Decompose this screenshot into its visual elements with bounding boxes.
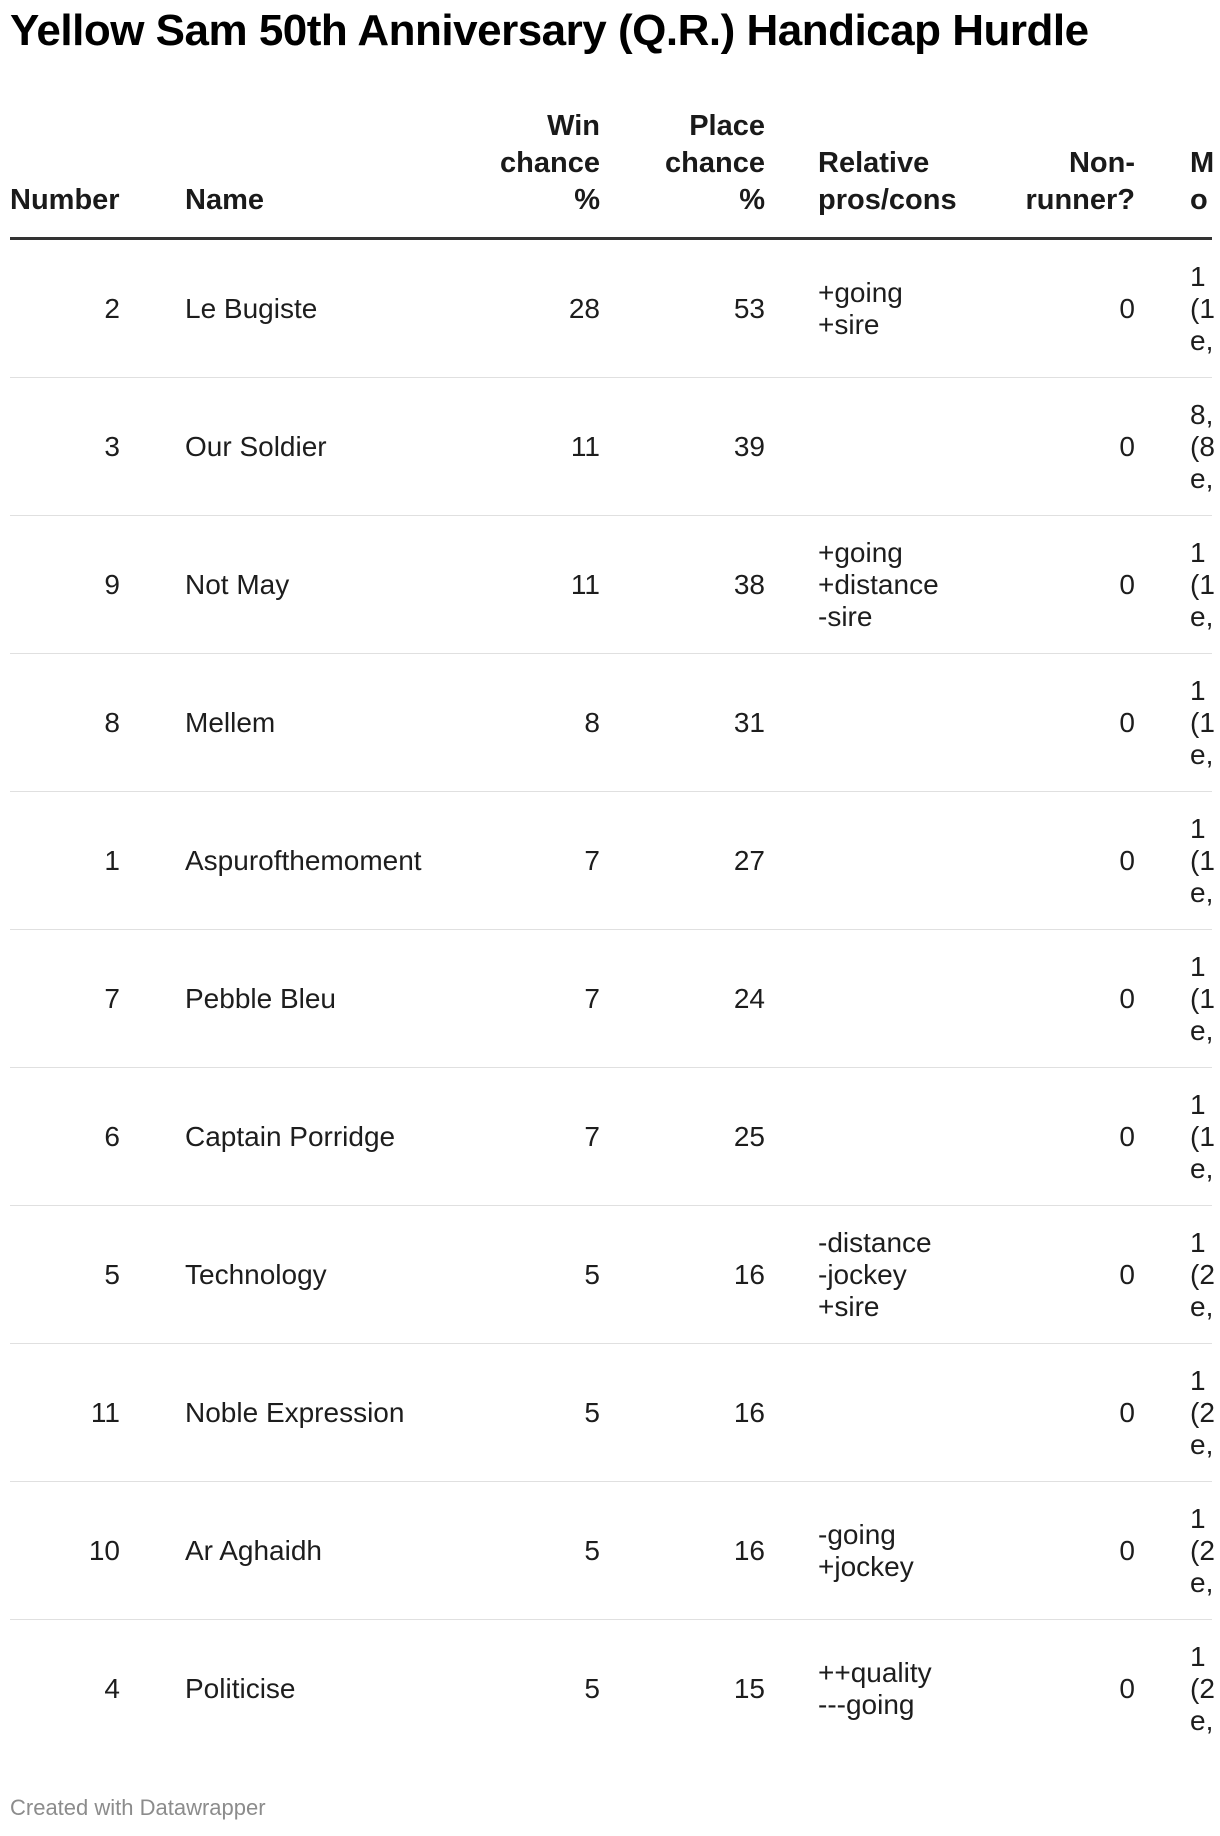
cell-name: Not May xyxy=(185,569,290,600)
cell-number: 3 xyxy=(104,431,120,462)
cell-odds: 1 (1 e, xyxy=(1190,675,1215,770)
cell-odds: 1 (1 e, xyxy=(1190,813,1215,908)
cell-win-chance: 7 xyxy=(584,983,600,1014)
cell-proscons: -distance -jockey +sire xyxy=(818,1227,932,1322)
cell-proscons xyxy=(818,792,988,930)
table-row xyxy=(10,654,1215,792)
cell-nonrunner: 0 xyxy=(1119,1259,1135,1290)
cell-proscons: ++quality ---going xyxy=(818,1657,932,1720)
cell-nonrunner: 0 xyxy=(1119,293,1135,324)
cell-name: Mellem xyxy=(185,707,276,738)
cell-number: 6 xyxy=(104,1121,120,1152)
footer-credit: Created with Datawrapper xyxy=(10,1795,266,1820)
column-header-name[interactable]: Name xyxy=(185,184,264,216)
cell-name: Our Soldier xyxy=(185,431,327,462)
cell-name: Technology xyxy=(185,1259,327,1290)
table-row xyxy=(10,1068,1215,1206)
table-row xyxy=(10,792,1215,930)
cell-name: Pebble Bleu xyxy=(185,983,337,1014)
cell-odds: 1 (2 e, xyxy=(1190,1503,1215,1598)
table-row xyxy=(10,1206,1215,1344)
cell-name: Aspurofthemoment xyxy=(185,845,422,876)
cell-win-chance: 8 xyxy=(584,707,600,738)
cell-win-chance: 11 xyxy=(570,569,600,600)
cell-place-chance: 25 xyxy=(733,1121,765,1152)
cell-number: 10 xyxy=(88,1535,120,1566)
cell-name: Le Bugiste xyxy=(185,293,318,324)
cell-proscons xyxy=(818,1344,988,1482)
cell-number: 7 xyxy=(104,983,120,1014)
cell-number: 8 xyxy=(104,707,120,738)
cell-place-chance: 38 xyxy=(733,569,765,600)
cell-proscons: +going +distance -sire xyxy=(818,537,939,632)
cell-win-chance: 11 xyxy=(570,431,600,462)
cell-number: 1 xyxy=(104,845,120,876)
cell-place-chance: 24 xyxy=(733,983,765,1014)
cell-place-chance: 39 xyxy=(733,431,765,462)
cell-win-chance: 5 xyxy=(584,1397,600,1428)
cell-proscons xyxy=(818,930,988,1068)
table-row xyxy=(10,516,1215,654)
cell-nonrunner: 0 xyxy=(1119,1535,1135,1566)
table-row xyxy=(10,1482,1215,1620)
cell-odds: 1 (1 e, xyxy=(1190,951,1215,1046)
cell-win-chance: 5 xyxy=(584,1535,600,1566)
cell-place-chance: 27 xyxy=(733,845,765,876)
cell-nonrunner: 0 xyxy=(1119,431,1135,462)
cell-nonrunner: 0 xyxy=(1119,1397,1135,1428)
cell-number: 11 xyxy=(90,1397,120,1428)
cell-name: Captain Porridge xyxy=(185,1121,396,1152)
cell-win-chance: 7 xyxy=(584,845,600,876)
runners-table xyxy=(10,108,1215,1748)
cell-nonrunner: 0 xyxy=(1119,845,1135,876)
column-header-place[interactable]: Place chance % xyxy=(665,110,765,216)
table-row xyxy=(10,240,1215,378)
cell-name: Ar Aghaidh xyxy=(185,1535,322,1566)
cell-place-chance: 15 xyxy=(733,1673,765,1704)
cell-nonrunner: 0 xyxy=(1119,1673,1135,1704)
cell-number: 9 xyxy=(104,569,120,600)
cell-place-chance: 53 xyxy=(733,293,765,324)
cell-number: 4 xyxy=(104,1673,120,1704)
table-row xyxy=(10,378,1215,516)
table-row xyxy=(10,930,1215,1068)
cell-proscons xyxy=(818,378,988,516)
cell-name: Politicise xyxy=(185,1673,296,1704)
cell-odds: 1 (1 e, xyxy=(1190,261,1215,356)
cell-place-chance: 16 xyxy=(733,1535,765,1566)
column-header-number[interactable]: Number xyxy=(10,184,120,216)
cell-odds: 1 (2 e, xyxy=(1190,1365,1215,1460)
column-header-odds[interactable]: M o xyxy=(1190,147,1215,216)
cell-proscons xyxy=(818,1068,988,1206)
page-title: Yellow Sam 50th Anniversary (Q.R.) Handicap Hurdle xyxy=(10,6,1089,55)
cell-odds: 1 (2 e, xyxy=(1190,1227,1215,1322)
cell-odds: 1 (2 e, xyxy=(1190,1641,1215,1736)
cell-odds: 8, (8 e, xyxy=(1190,399,1215,494)
cell-win-chance: 5 xyxy=(584,1259,600,1290)
cell-place-chance: 16 xyxy=(733,1397,765,1428)
column-header-nonrunner[interactable]: Non- runner? xyxy=(1025,147,1135,216)
table-row xyxy=(10,1344,1215,1482)
cell-nonrunner: 0 xyxy=(1119,707,1135,738)
cell-number: 5 xyxy=(104,1259,120,1290)
cell-win-chance: 7 xyxy=(584,1121,600,1152)
column-header-win[interactable]: Win chance % xyxy=(500,110,600,216)
cell-win-chance: 5 xyxy=(584,1673,600,1704)
table-row xyxy=(10,1620,1215,1758)
cell-name: Noble Expression xyxy=(185,1397,405,1428)
cell-odds: 1 (1 e, xyxy=(1190,1089,1215,1184)
cell-proscons: -going +jockey xyxy=(818,1519,914,1582)
cell-number: 2 xyxy=(104,293,120,324)
cell-place-chance: 31 xyxy=(733,707,765,738)
cell-nonrunner: 0 xyxy=(1119,569,1135,600)
table-header xyxy=(10,108,1215,240)
cell-nonrunner: 0 xyxy=(1119,983,1135,1014)
cell-place-chance: 16 xyxy=(733,1259,765,1290)
cell-odds: 1 (1 e, xyxy=(1190,537,1215,632)
cell-win-chance: 28 xyxy=(568,293,600,324)
cell-proscons xyxy=(818,654,988,792)
cell-nonrunner: 0 xyxy=(1119,1121,1135,1152)
cell-proscons: +going +sire xyxy=(818,277,903,340)
column-header-proscons[interactable]: Relative pros/cons xyxy=(818,147,957,216)
